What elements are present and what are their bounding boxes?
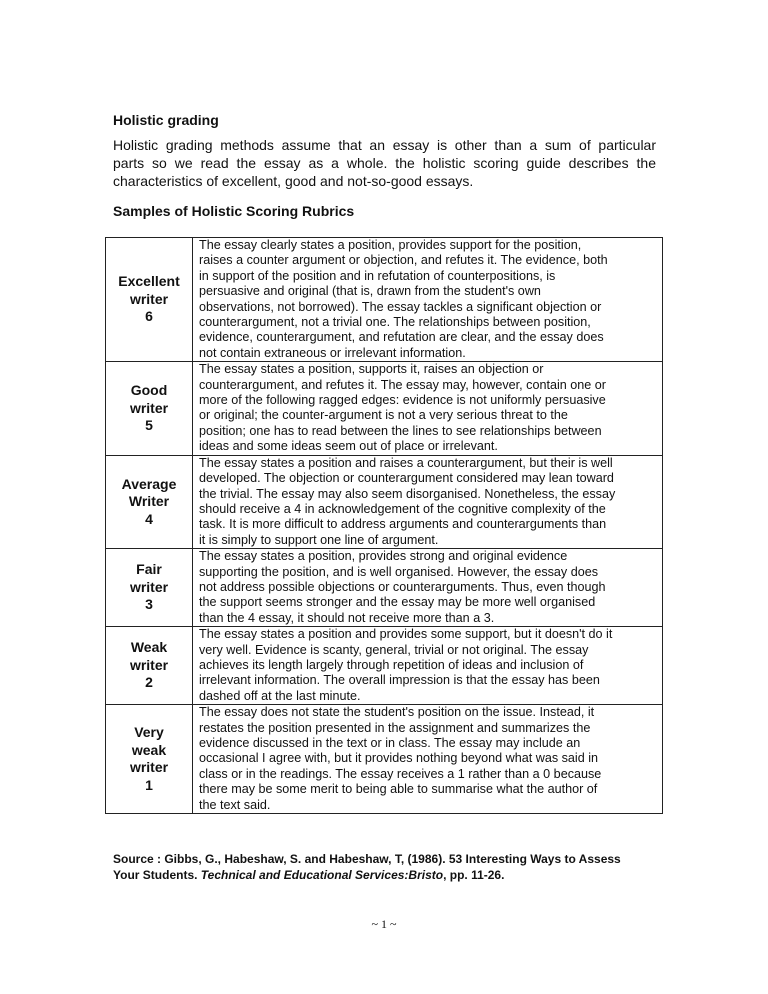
rubric-line: The essay clearly states a position, provides support for the position, <box>199 238 582 252</box>
rubric-row-very-weak <box>106 705 663 814</box>
rubric-line: persuasive and original (that is, drawn from the student's own <box>199 284 541 299</box>
citation-prefix: Your Students. <box>113 868 201 882</box>
citation-publisher: Technical and Educational Services:Bristo <box>200 868 444 882</box>
rubric-score: 6 <box>145 308 153 325</box>
rubric-description <box>193 549 663 627</box>
rubric-description <box>193 238 663 362</box>
rubric-row-good <box>106 362 663 455</box>
rubric-line: not contain extraneous or irrelevant information. <box>199 345 466 360</box>
rubric-line: task. It is more difficult to address arguments and counterarguments than <box>199 517 607 532</box>
rubric-label-cell <box>106 549 193 627</box>
rubric-line: not address possible objections or counterarguments. Thus, even though <box>199 579 606 594</box>
rubric-label-cell <box>106 627 193 705</box>
rubric-row-average <box>106 455 663 548</box>
rubric-label-cell <box>106 705 193 814</box>
rubric-line: supporting the position, and is well organised. However, the essay does <box>199 564 599 579</box>
rubric-line: observations, not borrowed). The essay tackles a significant objection or <box>199 299 602 314</box>
rubric-label: weak <box>131 741 167 758</box>
source-citation <box>113 851 673 883</box>
rubric-line: the trivial. The essay may also seem disorganised. Nonetheless, the essay <box>199 486 616 501</box>
rubric-label: Weak <box>130 639 168 656</box>
rubric-description <box>193 627 663 705</box>
rubric-score: 1 <box>145 776 153 793</box>
rubric-line: occasional I agree with, but it provides nothing beyond what was said in <box>199 751 599 766</box>
rubric-line: The essay states a position and raises a counterargument, but their is well <box>199 455 613 470</box>
rubric-line: position; one has to read between the lines to see relationships between <box>199 423 602 438</box>
intro-line: parts so we read the essay as a whole. the holistic scoring guide describes the <box>113 155 656 171</box>
rubric-line: or original; the counter-argument is not a very serious threat to the <box>199 408 568 423</box>
rubric-score: 4 <box>145 510 153 527</box>
rubric-label-cell <box>106 362 193 455</box>
rubric-label: Fair <box>136 561 162 578</box>
rubric-label: Good <box>130 382 168 399</box>
rubric-label: writer <box>129 759 169 776</box>
intro-paragraph <box>113 136 656 190</box>
rubric-line: restates the position presented in the assignment and summarizes the <box>199 720 591 735</box>
rubric-line: in support of the position and in refutation of counterpositions, is <box>199 268 556 283</box>
rubric-table <box>105 237 663 814</box>
rubric-description <box>193 362 663 455</box>
rubric-line: there may be some merit to being able to summarise what the author of <box>199 782 598 797</box>
rubric-line: counterargument, and refutes it. The essay may, however, contain one or <box>199 377 606 392</box>
rubric-line: class or in the readings. The essay receives a 1 rather than a 0 because <box>199 766 602 781</box>
rubric-line: very well. Evidence is scanty, general, trivial or not original. The essay <box>199 642 589 657</box>
rubric-label: writer <box>129 656 169 673</box>
rubric-description <box>193 705 663 814</box>
rubric-label: Excellent <box>118 273 180 290</box>
rubric-line: The essay states a position and provides some support, but it doesn't do it <box>199 627 613 642</box>
rubric-line: irrelevant information. The overall impression is that the essay has been <box>199 673 600 688</box>
rubric-row-weak <box>106 627 663 705</box>
rubric-line: dashed off at the last minute. <box>199 688 361 703</box>
rubric-label: Writer <box>128 493 170 510</box>
rubric-label-cell <box>106 238 193 362</box>
rubric-line: evidence, counterargument, and refutation are clear, and the essay does <box>199 330 604 345</box>
page-number: ~ 1 ~ <box>371 917 397 931</box>
rubric-line: evidence discussed in the text or in class. The essay may include an <box>199 736 581 750</box>
rubric-score: 3 <box>145 596 153 613</box>
rubric-label: writer <box>129 578 169 595</box>
rubric-description <box>193 455 663 548</box>
rubric-line: it is simply to support one line of argument. <box>199 532 439 547</box>
rubric-line: developed. The objection or counterargument considered may lean toward <box>199 471 614 486</box>
citation-line <box>113 867 673 883</box>
rubric-row-excellent <box>106 238 663 362</box>
section-heading: Holistic grading <box>113 112 219 128</box>
rubric-label: Very <box>134 724 164 741</box>
rubric-line: raises a counter argument or objection, and refutes it. The evidence, both <box>199 253 608 268</box>
rubric-score: 2 <box>145 674 153 691</box>
rubric-line: should receive a 4 in acknowledgement of the cognitive complexity of the <box>199 501 606 516</box>
rubric-label: writer <box>129 290 169 307</box>
rubric-label-cell <box>106 455 193 548</box>
rubric-line: more of the following ragged edges: evidence is not uniformly persuasive <box>199 393 606 408</box>
rubric-line: The essay states a position, provides strong and original evidence <box>199 549 568 564</box>
rubric-line: The essay states a position, supports it, raises an objection or <box>199 362 544 377</box>
intro-line: characteristics of excellent, good and not-so-good essays. <box>113 173 474 189</box>
rubric-score: 5 <box>145 417 153 434</box>
rubric-line: the support seems stronger and the essay may be more well organised <box>199 595 596 610</box>
rubric-line: than the 4 essay, it should not receive more than a 3. <box>199 610 495 625</box>
citation-line: Source : Gibbs, G., Habeshaw, S. and Habeshaw, T, (1986). 53 Interesting Ways to Assess <box>113 852 621 866</box>
rubric-label: Average <box>121 475 177 492</box>
rubric-line: The essay does not state the student's position on the issue. Instead, it <box>199 705 595 720</box>
rubric-line: achieves its length largely through repetition of ideas and inclusion of <box>199 657 584 672</box>
rubric-line: ideas and some ideas seem out of place or irrelevant. <box>199 439 498 454</box>
intro-line: Holistic grading methods assume that an essay is other than a sum of particular <box>113 137 656 153</box>
rubric-row-fair <box>106 549 663 627</box>
citation-pages: , pp. 11-26. <box>443 868 505 882</box>
rubric-label: writer <box>129 399 169 416</box>
rubrics-subheading: Samples of Holistic Scoring Rubrics <box>113 203 355 219</box>
rubric-line: counterargument, not a trivial one. The relationships between position, <box>199 315 591 330</box>
rubric-line: the text said. <box>199 797 271 812</box>
